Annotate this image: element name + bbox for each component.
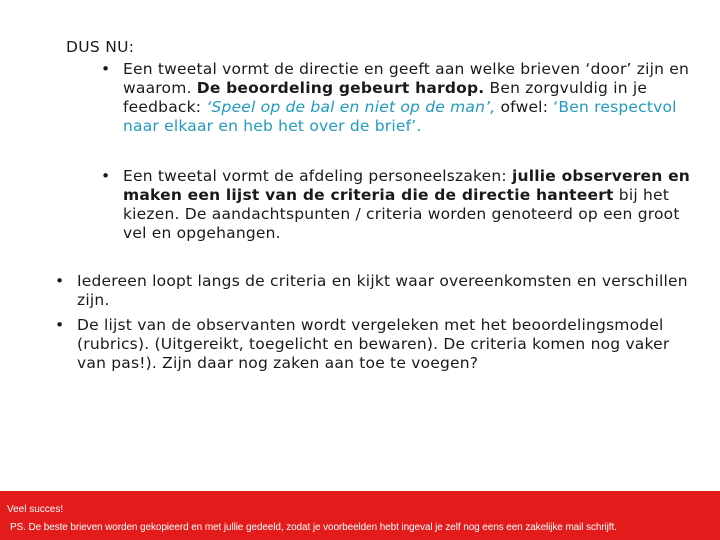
heading: DUS NU: <box>66 38 135 56</box>
bullet-text: ofwel: <box>495 98 554 116</box>
quote-ball-not-man: ‘Speel op de bal en niet op de man’, <box>206 98 496 116</box>
bullet-iedereen <box>55 272 697 310</box>
footer-ps-note: PS. De beste brieven worden gekopieerd en met jullie gedeeld, zodat je voorbeelden hebt ingeval je zelf nog eens een zakelijke mail schrijft. <box>10 522 617 533</box>
bullet-text: Een tweetal vormt de directie en geeft aan welke brieven ‘door’ zijn en waarom. <box>123 60 690 97</box>
quote-respectful: ‘Ben respectvol naar elkaar en heb het over de brief’. <box>123 98 677 135</box>
bullet-text: bij het kiezen. De aandachtspunten / criteria worden genoteerd op een groot vel en opgehangen. <box>123 186 680 242</box>
bullet-text: Ben zorgvuldig in je feedback: <box>123 79 648 116</box>
bullet-dot: • <box>55 316 65 334</box>
bullet-personeelszaken <box>101 167 693 243</box>
footer-banner <box>0 491 720 540</box>
bullet-bold-text: jullie observeren en maken een lijst van de criteria die de directie hanteert <box>123 167 691 204</box>
bullet-dot: • <box>101 60 111 78</box>
bullet-dot: • <box>101 167 111 185</box>
bullet-text: Een tweetal vormt de afdeling personeelszaken: <box>123 167 512 185</box>
bullet-directie <box>101 60 693 136</box>
bullet-text: De lijst van de observanten wordt vergeleken met het beoordelingsmodel (rubrics). (Uitgereikt, toegelicht en bewaren). De criteria komen nog vaker van pas!). Zijn daar nog zaken aan toe te voegen? <box>77 316 670 372</box>
bullet-observanten <box>55 316 697 373</box>
footer-greeting: Veel succes! <box>7 504 64 515</box>
bullet-bold-text: De beoordeling gebeurt hardop. <box>196 79 485 97</box>
bullet-dot: • <box>55 272 65 290</box>
bullet-text: Iedereen loopt langs de criteria en kijkt waar overeenkomsten en verschillen zijn. <box>77 272 688 309</box>
